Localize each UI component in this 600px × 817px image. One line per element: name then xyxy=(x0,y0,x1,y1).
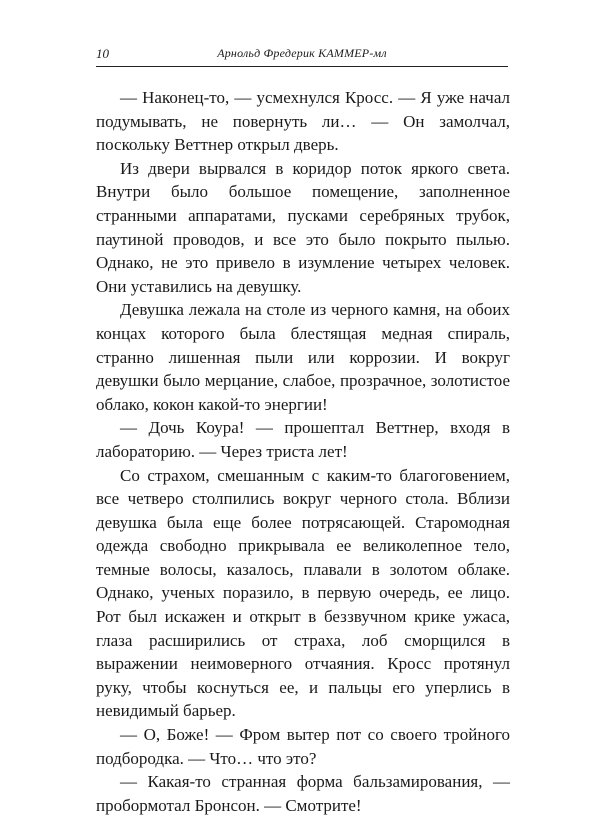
paragraph: — Какая-то странная форма бальзамирования, — пробормотал Бронсон. — Смотрите! xyxy=(96,772,510,815)
page-number: 10 xyxy=(96,46,109,61)
paragraph: Девушка лежала на столе из черного камня, на обоих концах которого была блестящая медная спираль, странно лишенная пыли или коррозии. И вокруг девушки было мерцание, слабое, прозрачное, золотистое облако, кокон какой-то энергии! xyxy=(96,300,510,414)
paragraph: — Наконец-то, — усмехнулся Кросс. — Я уже начал подумывать, не повернуть ли… — Он замолчал, поскольку Веттнер открыл дверь. xyxy=(96,88,510,155)
running-head: Арнольд Фредерик КАММЕР-мл xyxy=(217,46,387,60)
paragraph: — Дочь Коура! — прошептал Веттнер, входя в лабораторию. — Через триста лет! xyxy=(96,418,510,461)
page-header xyxy=(96,44,508,64)
paragraph: Из двери вырвался в коридор поток яркого света. Внутри было большое помещение, заполненное странными аппаратами, пусками серебряных трубок, паутиной проводов, и все это было покрыто пылью. Однако, не это привело в изумление четырех человек. Они уставились на девушку. xyxy=(96,158,510,296)
body-text xyxy=(96,86,510,817)
header-rule xyxy=(96,66,508,67)
paragraph: Со страхом, смешанным с каким-то благоговением, все четверо столпились вокруг черного стола. Вблизи девушка была еще более потрясающей. Старомодная одежда свободно прикрывала ее великолепное тело, темные волосы, казалось, плавали в золотом облаке. Однако, ученых поразило, в первую очередь, ее лицо. Рот был искажен и открыт в беззвучном крике ужаса, глаза расширились от страха, лоб сморщился в выражении неимоверного отчаяния. Кросс протянул руку, чтобы коснуться ее, и пальцы его уперлись в невидимый барьер. xyxy=(96,465,510,721)
paragraph: — О, Боже! — Фром вытер пот со своего тройного подбородка. — Что… что это? xyxy=(96,725,510,768)
